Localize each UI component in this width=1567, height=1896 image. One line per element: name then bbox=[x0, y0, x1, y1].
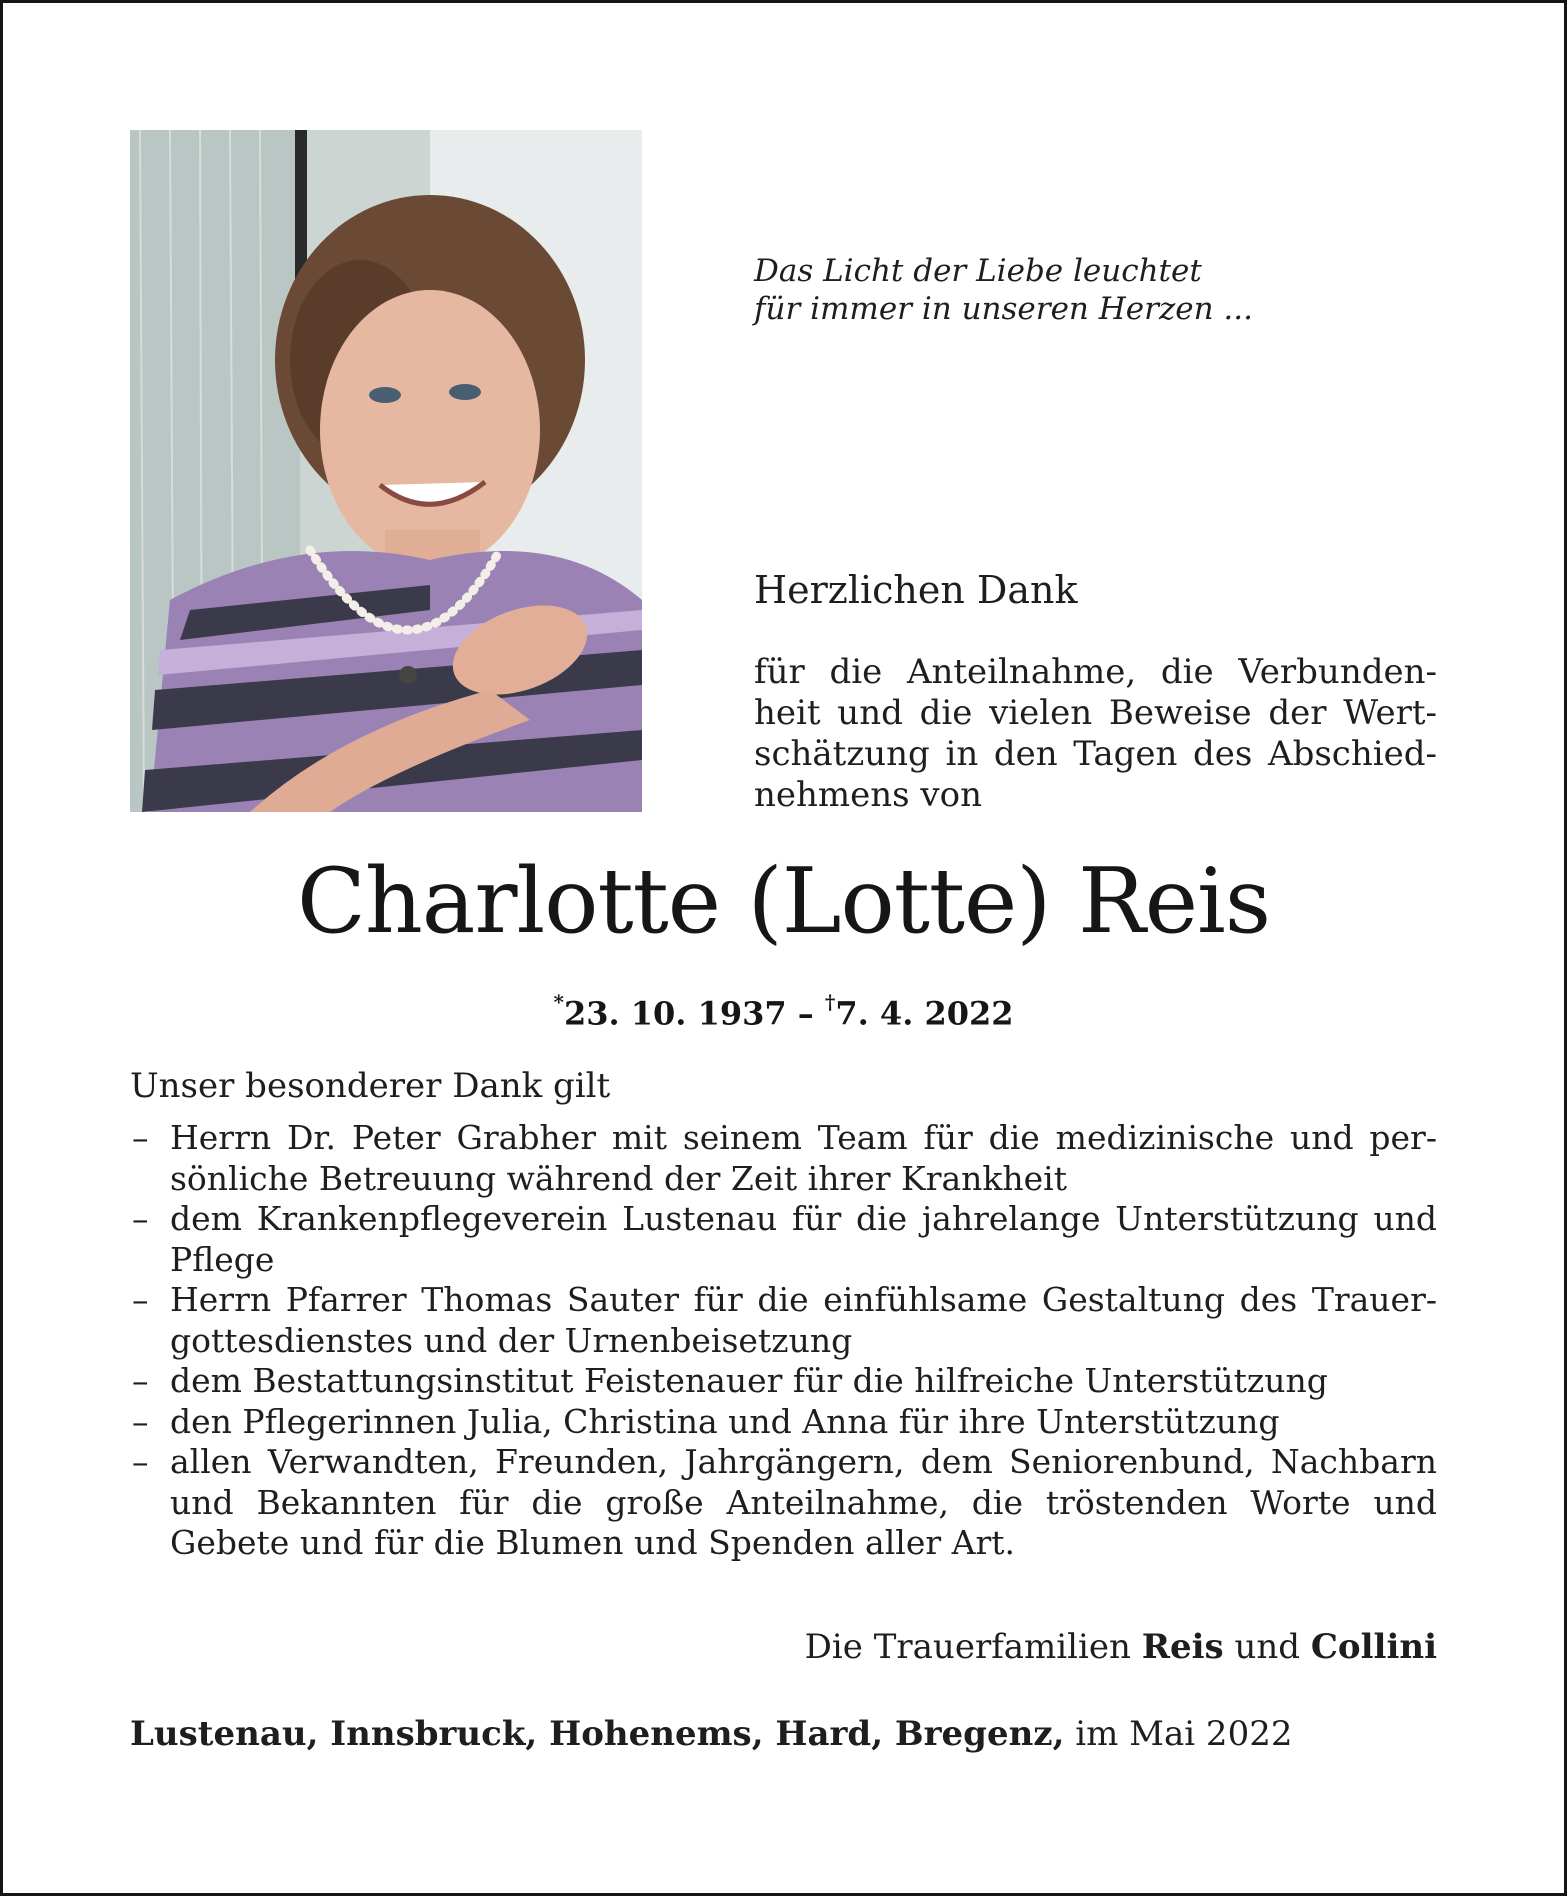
portrait-photo bbox=[130, 130, 642, 812]
quote-line: für immer in unseren Herzen ... bbox=[754, 291, 1253, 327]
date-separator: – bbox=[786, 994, 825, 1033]
portrait-illustration bbox=[130, 130, 642, 812]
acknowledgement-item bbox=[130, 1442, 1437, 1564]
acknowledgement-item bbox=[130, 1280, 1437, 1361]
acknowledgement-item bbox=[130, 1118, 1437, 1199]
death-date: 7. 4. 2022 bbox=[835, 994, 1014, 1033]
list-dash: – bbox=[132, 1280, 149, 1319]
acknowledgement-line: dem Krankenpflegeverein Lustenau für die jahrelange Unterstützung und bbox=[170, 1199, 1437, 1238]
birth-date: 23. 10. 1937 bbox=[563, 994, 787, 1033]
list-dash: – bbox=[132, 1361, 149, 1400]
acknowledgement-line: und Bekannten für die große Anteilnahme, die tröstenden Worte und bbox=[170, 1482, 1437, 1522]
list-dash: – bbox=[132, 1442, 149, 1481]
life-dates bbox=[0, 990, 1567, 1033]
family-name: Reis bbox=[1141, 1627, 1224, 1667]
list-dash: – bbox=[132, 1401, 149, 1441]
family-name: Collini bbox=[1310, 1627, 1437, 1667]
place-names: Lustenau, Innsbruck, Hohenems, Hard, Bregenz, bbox=[130, 1714, 1065, 1754]
acknowledgement-line: dem Bestattungsinstitut Feistenauer für die hilfreiche Unterstützung bbox=[170, 1361, 1328, 1400]
acknowledgements-list bbox=[130, 1118, 1437, 1564]
signature bbox=[805, 1627, 1437, 1667]
death-symbol: † bbox=[824, 990, 836, 1014]
list-dash: – bbox=[132, 1199, 149, 1238]
memorial-quote bbox=[754, 252, 1454, 328]
thanks-line: für die Anteilnahme, die Verbunden- bbox=[754, 652, 1437, 692]
quote-line: Das Licht der Liebe leuchtet bbox=[754, 253, 1202, 289]
signature-prefix: Die Trauerfamilien bbox=[804, 1627, 1142, 1667]
thanks-heading: Herzlichen Dank bbox=[754, 568, 1078, 612]
acknowledgement-line: den Pflegerinnen Julia, Christina und Anna für ihre Unterstützung bbox=[170, 1401, 1280, 1441]
acknowledgement-line: gottesdienstes und der Urnenbeisetzung bbox=[170, 1320, 853, 1360]
acknowledgement-item bbox=[130, 1361, 1437, 1402]
thanks-line: schätzung in den Tagen des Abschied- bbox=[754, 734, 1437, 774]
acknowledgement-line: Pflege bbox=[170, 1239, 275, 1279]
acknowledgement-line: allen Verwandten, Freunden, Jahrgängern, dem Seniorenbund, Nachbarn bbox=[170, 1442, 1437, 1481]
deceased-name: Charlotte (Lotte) Reis bbox=[296, 849, 1271, 954]
acknowledgement-line: Herrn Dr. Peter Grabher mit seinem Team für die medizinische und per- bbox=[170, 1118, 1437, 1157]
acknowledgement-line: Herrn Pfarrer Thomas Sauter für die einfühlsame Gestaltung des Trauer- bbox=[170, 1280, 1437, 1319]
acknowledgement-line: Gebete und für die Blumen und Spenden aller Art. bbox=[170, 1523, 1015, 1562]
list-dash: – bbox=[132, 1118, 149, 1157]
acknowledgement-item bbox=[130, 1402, 1437, 1443]
acknowledgement-item bbox=[130, 1199, 1437, 1280]
acknowledgements-intro: Unser besonderer Dank gilt bbox=[130, 1066, 611, 1106]
notice-date: im Mai 2022 bbox=[1064, 1714, 1293, 1754]
thanks-paragraph bbox=[754, 652, 1437, 816]
thanks-line: nehmens von bbox=[754, 775, 983, 815]
birth-symbol: * bbox=[553, 990, 564, 1014]
acknowledgement-line: sönliche Betreuung während der Zeit ihrer Krankheit bbox=[170, 1158, 1067, 1198]
place-and-date bbox=[130, 1714, 1292, 1754]
thanks-line: heit und die vielen Beweise der Wert- bbox=[754, 693, 1437, 733]
signature-joiner: und bbox=[1223, 1627, 1311, 1667]
